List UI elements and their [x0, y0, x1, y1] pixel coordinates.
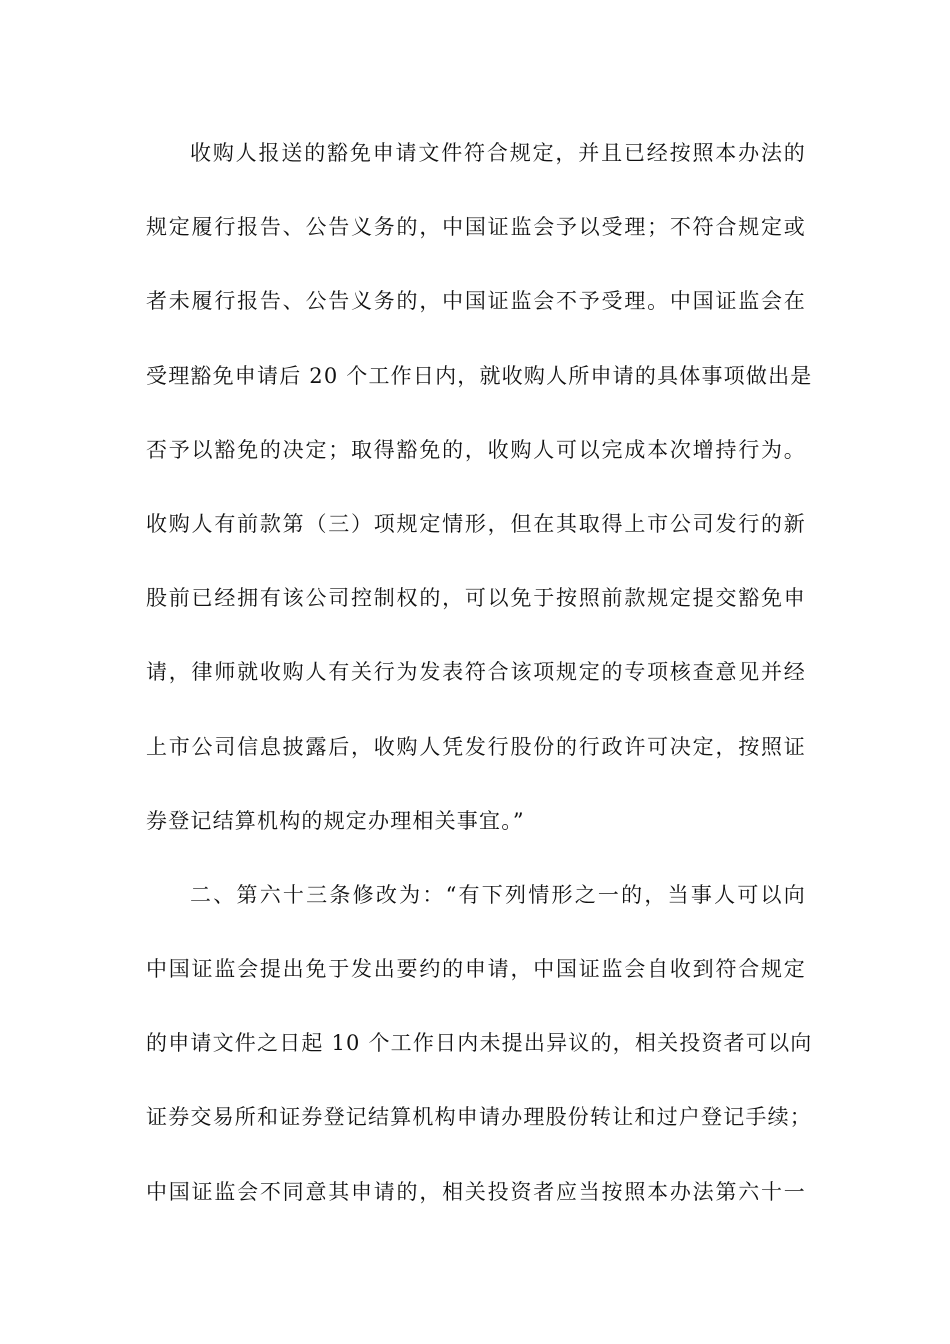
paragraph-line: 否予以豁免的决定；取得豁免的，收购人可以完成本次增持行为。	[146, 437, 806, 462]
paragraph-line: 的申请文件之日起 10 个工作日内未提出异议的，相关投资者可以向	[146, 1031, 813, 1056]
paragraph-line: 股前已经拥有该公司控制权的，可以免于按照前款规定提交豁免申	[146, 586, 806, 611]
paragraph-line: 收购人有前款第（三）项规定情形，但在其取得上市公司发行的新	[146, 511, 806, 536]
paragraph-line: 者未履行报告、公告义务的，中国证监会不予受理。中国证监会在	[146, 289, 806, 314]
paragraph-line: 证券交易所和证券登记结算机构申请办理股份转让和过户登记手续；	[146, 1105, 812, 1130]
paragraph-line: 规定履行报告、公告义务的，中国证监会予以受理；不符合规定或	[146, 215, 806, 240]
paragraph-line: 二、第六十三条修改为：“有下列情形之一的，当事人可以向	[190, 882, 806, 907]
document-body	[146, 128, 813, 1241]
paragraph-line: 上市公司信息披露后，收购人凭发行股份的行政许可决定，按照证	[146, 734, 806, 759]
paragraph-line: 中国证监会提出免于发出要约的申请，中国证监会自收到符合规定	[146, 957, 806, 982]
paragraph-line: 收购人报送的豁免申请文件符合规定，并且已经按照本办法的	[190, 141, 806, 165]
paragraph-line: 请，律师就收购人有关行为发表符合该项规定的专项核查意见并经	[146, 660, 806, 685]
paragraph-line: 受理豁免申请后 20 个工作日内，就收购人所申请的具体事项做出是	[146, 363, 813, 388]
paragraph-line: 中国证监会不同意其申请的，相关投资者应当按照本办法第六十一	[146, 1179, 806, 1204]
paragraph-line: 券登记结算机构的规定办理相关事宜。”	[146, 808, 525, 833]
